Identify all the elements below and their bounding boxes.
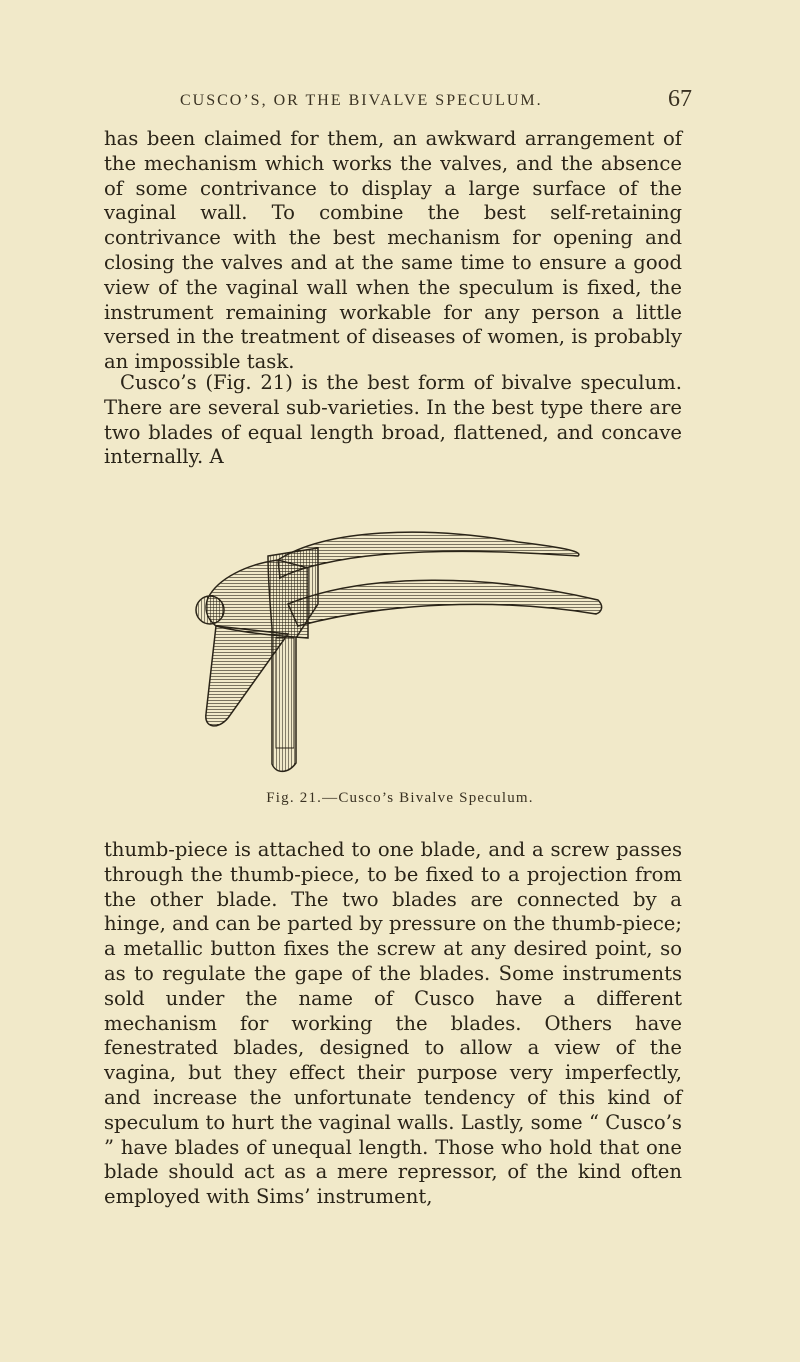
speculum-illustration — [168, 508, 618, 778]
paragraph-2: Cusco’s (Fig. 21) is the best form of bivalve speculum. There are several sub-varieties. In the best type there are two blades of equal length broad, flattened, and concave internally. A — [104, 371, 682, 469]
upper-blade — [278, 532, 579, 578]
thumbscrew-knob — [196, 596, 224, 624]
page-number: 67 — [668, 86, 692, 112]
paragraph-3: thumb-piece is attached to one blade, and a screw passes through the thumb-piece, to be fixed to a projection from the other blade. The two blades are connected by a hinge, and can be parted by pressure on the thumb-piece; a metallic button fixes the screw at any desired point, so as to regulate the gape of the blades. Some instruments sold under the name of Cusco have a different mechanism for working the blades. Others have fenestrated blades, designed to allow a view of the vagina, but they effect their purpose very imperfectly, and increase the unfortunate tendency of this kind of speculum to hurt the vaginal walls. Lastly, some “ Cusco’s ” have blades of unequal length. Those who hold that one blade should act as a mere repressor, of the kind often employed with Sims’ instrument, — [104, 838, 682, 1209]
page-header — [0, 86, 800, 122]
lower-blade — [288, 580, 602, 626]
running-head: CUSCO’S, OR THE BIVALVE SPECULUM. — [180, 92, 543, 109]
figure-caption: Fig. 21.—Cusco’s Bivalve Speculum. — [266, 790, 534, 806]
paragraph-1: has been claimed for them, an awkward arrangement of the mechanism which works the valves, and the absence of some contrivance to display a large surface of the vaginal wall. To combine the best self-retaining contrivance with the best mechanism for opening and closing the valves and at the same time to ensure a good view of the vaginal wall when the speculum is fixed, the instrument remaining workable for any person a little versed in the treatment of diseases of women, is probably an impossible task. — [104, 127, 682, 374]
